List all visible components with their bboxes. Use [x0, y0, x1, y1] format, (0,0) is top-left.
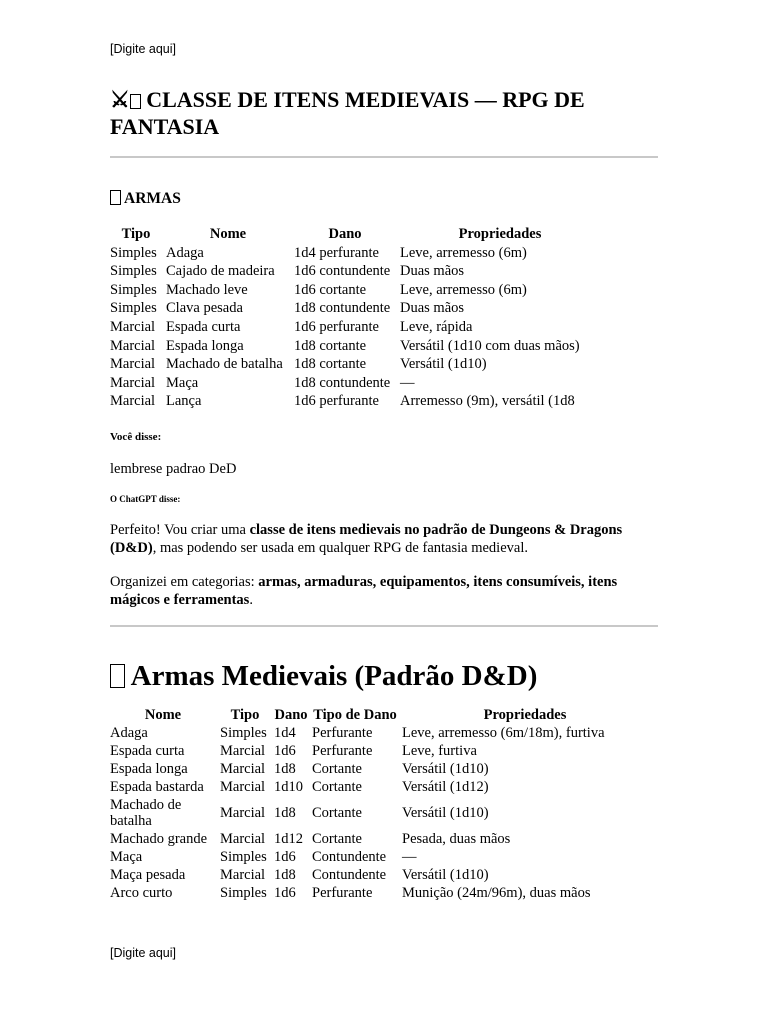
column-header: Propriedades [483, 706, 567, 723]
table-cell: Arremesso (9m), versátil (1d8 [400, 393, 575, 410]
document-body [110, 86, 658, 902]
section-heading-text: Armas Medievais (Padrão D&D) [130, 659, 538, 692]
table-cell: 1d8 cortante [294, 337, 367, 354]
table-cell: Contundente [312, 848, 387, 865]
table-cell: Arco curto [110, 884, 173, 901]
table-row [108, 796, 650, 830]
table-cell: Simples [110, 300, 157, 317]
divider [110, 156, 658, 158]
table-cell: Perfurante [312, 724, 373, 741]
table-row [108, 262, 602, 281]
table-cell: 1d8 contundente [294, 300, 391, 317]
table-row [108, 281, 602, 300]
table-cell: Espada curta [166, 318, 241, 335]
missing-glyph-icon [110, 664, 125, 688]
table-cell: Maça [166, 374, 199, 391]
paragraph-categories [110, 573, 658, 609]
table-cell: Machado de batalha [166, 356, 283, 373]
table-cell: Cortante [312, 830, 362, 847]
table-cell: Espada longa [166, 337, 244, 354]
table-cell: Marcial [220, 866, 266, 883]
table-cell: Perfurante [312, 742, 373, 759]
table-row [108, 244, 602, 263]
table-cell: Maça pesada [110, 866, 186, 883]
table-cell: Munição (24m/96m), duas mãos [402, 884, 591, 901]
table-cell: Marcial [110, 318, 156, 335]
table-row [108, 742, 650, 760]
table-cell: Adaga [166, 244, 204, 261]
table-cell: 1d6 perfurante [294, 393, 379, 410]
table-row [108, 392, 602, 411]
page-title [110, 86, 658, 140]
table-cell: 1d6 contundente [294, 263, 391, 280]
table-cell: Espada curta [110, 742, 185, 759]
text-run: Organizei em categorias: [110, 573, 259, 590]
table-cell: Marcial [110, 393, 156, 410]
table-cell: Espada bastarda [110, 778, 204, 795]
table-cell: 1d6 cortante [294, 281, 367, 298]
text-run: , mas podendo ser usada em qualquer RPG de fantasia medieval. [152, 539, 528, 556]
text-run: Perfeito! Vou criar uma [110, 521, 250, 538]
table-row [108, 760, 650, 778]
table-cell: Leve, rápida [400, 318, 473, 335]
table-cell: Cortante [312, 760, 362, 777]
page-header: [Digite aqui] [110, 42, 177, 56]
table-cell: Clava pesada [166, 300, 243, 317]
table-cell: Versátil (1d12) [402, 778, 489, 795]
weapons-table-1 [108, 225, 602, 411]
title-text: CLASSE DE ITENS MEDIEVAIS — RPG DE FANTASIA [110, 87, 585, 139]
weapons-table-2 [108, 706, 650, 902]
column-header: Tipo [230, 706, 260, 723]
section-heading-armas [110, 190, 658, 208]
table-cell: Marcial [110, 356, 156, 373]
table-cell: Maça [110, 848, 143, 865]
table-cell: Marcial [220, 804, 266, 821]
table-cell: 1d12 [274, 830, 303, 847]
table-cell: 1d4 [274, 724, 296, 741]
table-cell: Perfurante [312, 884, 373, 901]
table-cell: 1d6 [274, 742, 296, 759]
table-cell: Marcial [220, 830, 266, 847]
column-header: Propriedades [458, 226, 542, 242]
column-header: Tipo de Dano [313, 706, 397, 723]
table-header-row [108, 706, 650, 724]
divider [110, 625, 658, 627]
column-header: Tipo [121, 226, 151, 242]
column-header: Dano [274, 706, 308, 723]
table-row [108, 884, 650, 902]
table-cell: Marcial [220, 742, 266, 759]
paragraph-intro [110, 521, 658, 557]
table-cell: Cortante [312, 804, 362, 821]
missing-glyph-icon [110, 190, 121, 205]
table-cell: Marcial [220, 760, 266, 777]
page-footer: [Digite aqui] [110, 946, 177, 960]
bold-text-run: armas, armaduras, equipamentos, itens consumíveis, itens mágicos e ferramentas [110, 573, 618, 608]
table-cell: Versátil (1d10) [402, 760, 489, 777]
table-cell: Marcial [110, 337, 156, 354]
table-cell: 1d8 cortante [294, 356, 367, 373]
table-cell: Contundente [312, 866, 387, 883]
table-cell: 1d6 [274, 884, 296, 901]
table-cell: Simples [220, 848, 267, 865]
table-cell: Pesada, duas mãos [402, 830, 511, 847]
table-cell: 1d8 [274, 866, 296, 883]
table-cell: Simples [110, 244, 157, 261]
table-header-row [108, 225, 602, 244]
table-cell: Lança [166, 393, 202, 410]
table-cell: 1d6 [274, 848, 296, 865]
user-message: lembrese padrao DeD [110, 460, 237, 477]
table-cell: Cortante [312, 778, 362, 795]
table-cell: 1d8 [274, 804, 296, 821]
column-header: Nome [144, 706, 182, 723]
chatgpt-disse-label: O ChatGPT disse: [110, 493, 181, 504]
table-cell: Leve, furtiva [402, 742, 477, 759]
table-row [108, 355, 602, 374]
table-cell: — [402, 848, 417, 865]
table-cell: Marcial [220, 778, 266, 795]
table-cell: Simples [110, 281, 157, 298]
table-cell: Simples [220, 724, 267, 741]
table-cell: Leve, arremesso (6m) [400, 281, 527, 298]
crossed-swords-icon: ⚔ [110, 87, 130, 112]
missing-glyph-icon [130, 94, 141, 109]
section-heading-text: ARMAS [124, 190, 181, 207]
table-cell: Simples [220, 884, 267, 901]
table-row [108, 830, 650, 848]
table-cell: Machado leve [166, 281, 248, 298]
column-header: Nome [209, 226, 247, 242]
table-cell: 1d4 perfurante [294, 244, 379, 261]
voce-disse-label: Você disse: [110, 430, 162, 443]
section-heading-armas-medievais [110, 659, 658, 693]
table-cell: 1d8 [274, 760, 296, 777]
table-cell: Leve, arremesso (6m) [400, 244, 527, 261]
table-cell: 1d8 contundente [294, 374, 391, 391]
table-row [108, 374, 602, 393]
table-cell: Leve, arremesso (6m/18m), furtiva [402, 724, 605, 741]
bold-text-run: classe de itens medievais no padrão de Dungeons & Dragons (D&D) [110, 521, 623, 556]
table-cell: Cajado de madeira [166, 263, 275, 280]
table-row [108, 866, 650, 884]
table-cell: 1d6 perfurante [294, 318, 379, 335]
table-cell: Machado de batalha [110, 796, 182, 829]
table-row [108, 318, 602, 337]
table-cell: Versátil (1d10) [400, 356, 487, 373]
table-row [108, 848, 650, 866]
table-row [108, 299, 602, 318]
table-row [108, 337, 602, 356]
table-cell: Simples [110, 263, 157, 280]
table-cell: Duas mãos [400, 300, 465, 317]
table-row [108, 724, 650, 742]
table-cell: Versátil (1d10) [402, 866, 489, 883]
table-cell: Marcial [110, 374, 156, 391]
table-cell: Adaga [110, 724, 148, 741]
table-cell: Duas mãos [400, 263, 465, 280]
table-cell: Espada longa [110, 760, 188, 777]
column-header: Dano [328, 226, 362, 242]
table-cell: 1d10 [274, 778, 303, 795]
table-cell: — [400, 374, 415, 391]
table-cell: Versátil (1d10 com duas mãos) [400, 337, 580, 354]
text-run: . [249, 591, 253, 608]
table-cell: Machado grande [110, 830, 208, 847]
table-row [108, 778, 650, 796]
table-cell: Versátil (1d10) [402, 804, 489, 821]
